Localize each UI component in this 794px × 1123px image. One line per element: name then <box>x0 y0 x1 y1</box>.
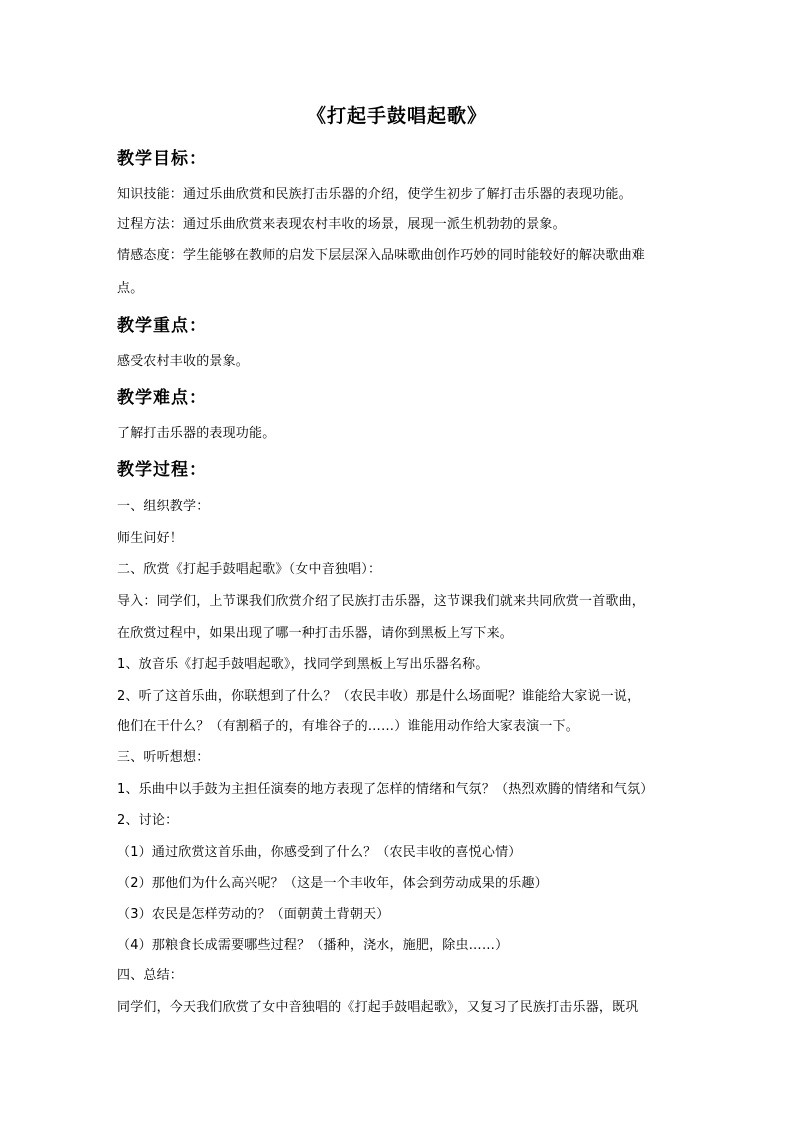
difficulty-heading: 教学难点： <box>117 388 207 408</box>
procedure-line: （4）那粮食长成需要哪些过程？（播种，浇水，施肥，除虫……） <box>117 938 509 953</box>
procedure-line: （3）农民是怎样劳动的？（面朝黄土背朝天） <box>117 907 390 922</box>
procedure-line: （2）那他们为什么高兴呢？（这是一个丰收年，体会到劳动成果的乐趣） <box>117 876 548 891</box>
difficulty-text: 了解打击乐器的表现功能。 <box>117 426 276 441</box>
procedure-heading: 教学过程： <box>117 460 207 480</box>
procedure-line: 二、欣赏《打起手鼓唱起歌》（女中音独唱）： <box>117 562 382 577</box>
procedure-line: 一、组织教学： <box>117 499 210 514</box>
procedure-line: 1、乐曲中以手鼓为主担任演奏的地方表现了怎样的情绪和气氛？（热烈欢腾的情绪和气氛） <box>117 782 654 797</box>
key-point-text: 感受农村丰收的景象。 <box>117 354 250 369</box>
key-point-heading: 教学重点： <box>117 316 207 336</box>
procedure-line: 师生问好！ <box>117 531 184 546</box>
objective-emotion-line1: 情感态度：学生能够在教师的启发下层层深入品味歌曲创作巧妙的同时能较好的解决歌曲难 <box>117 248 646 263</box>
procedure-line: 同学们，今天我们欣赏了女中音独唱的《打起手鼓唱起歌》，又复习了民族打击乐器，既巩 <box>117 1000 639 1015</box>
objective-process: 过程方法：通过乐曲欣赏来表现农村丰收的场景，展现一派生机勃勃的景象。 <box>117 217 566 232</box>
objective-emotion-line2: 点。 <box>117 281 144 296</box>
procedure-line: 四、总结： <box>117 968 184 983</box>
procedure-line: 他们在干什么？（有割稻子的，有堆谷子的……）谁能用动作给大家表演一下。 <box>117 719 580 734</box>
procedure-line: 三、听听想想： <box>117 750 210 765</box>
procedure-line: 2、听了这首乐曲，你联想到了什么？（农民丰收）那是什么场面呢？谁能给大家说一说， <box>117 689 641 704</box>
procedure-line: 在欣赏过程中，如果出现了哪一种打击乐器，请你到黑板上写下来。 <box>117 626 514 641</box>
objective-knowledge: 知识技能：通过乐曲欣赏和民族打击乐器的介绍，使学生初步了解打击乐器的表现功能。 <box>117 187 632 202</box>
procedure-line: （1）通过欣赏这首乐曲，你感受到了什么？（农民丰收的喜悦心情） <box>117 845 522 860</box>
procedure-line: 2、讨论： <box>117 813 179 828</box>
objectives-heading: 教学目标： <box>117 149 207 169</box>
procedure-line: 导入：同学们，上节课我们欣赏介绍了民族打击乐器，这节课我们就来共同欣赏一首歌曲， <box>117 594 646 609</box>
document-title: 《打起手鼓唱起歌》 <box>306 105 487 127</box>
procedure-line: 1、放音乐《打起手鼓唱起歌》，找同学到黑板上写出乐器名称。 <box>117 657 489 672</box>
